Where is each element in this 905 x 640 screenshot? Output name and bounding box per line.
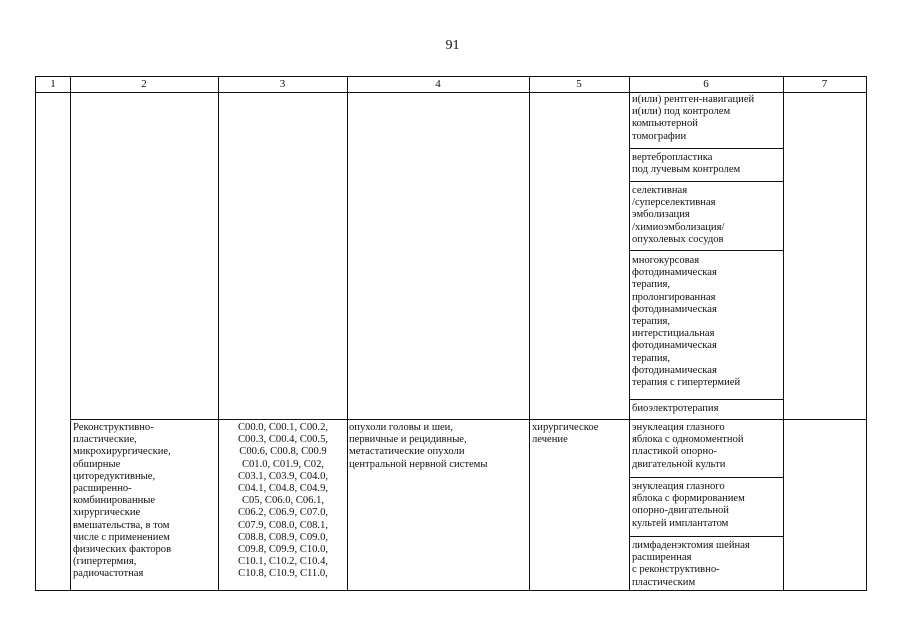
cell-divider	[629, 148, 783, 149]
method-cell: биоэлектротерапия	[632, 403, 719, 414]
column-divider	[629, 77, 630, 590]
method-cell: и(или) рентген-навигацией и(или) под контролем компьютерной томографии	[632, 94, 755, 142]
header-divider	[36, 92, 866, 93]
intervention-name-cell: Реконструктивно- пластические, микрохирургические, обширные циторедуктивные, расширенно- комбинированные хирургические вмешательства, в том числе с применением физических факторов (гипертермия, радиочастотная	[73, 422, 172, 580]
column-header-5: 5	[576, 78, 582, 90]
method-cell: лимфаденэктомия шейная расширенная с реконструктивно- пластическим	[632, 540, 750, 588]
method-cell: многокурсовая фотодинамическая терапия, пролонгированная фотодинамическая терапия, интерстициальная фотодинамическая терапия, фотодинамическая терапия с гипертермией	[632, 255, 741, 389]
method-cell: вертебропластика под лучевым контролем	[632, 152, 741, 176]
row-divider	[70, 419, 866, 420]
cell-divider	[629, 536, 783, 537]
column-header-6: 6	[703, 78, 709, 90]
diagnosis-codes-cell: C00.0, C00.1, C00.2, C00.3, C00.4, C00.5, C00.6, C00.8, C00.9 C01.0, C01.9, C02, C03.1, C03.9, C04.0, C04.1, C04.8, C04.9, C05, C06.0, C06.1, C06.2, C06.9, C07.0, C07.9, C08.0, C08.1, C08.8, C08.9, C09.0, C09.8, C09.9, C10.0, C10.1, C10.2, C10.4, C10.8, C10.9, C11.0,	[237, 422, 329, 580]
cell-divider	[629, 477, 783, 478]
medical-services-table	[35, 76, 867, 591]
column-header-1: 1	[50, 78, 56, 90]
cell-divider	[629, 399, 783, 400]
column-header-7: 7	[821, 78, 828, 90]
condition-cell: опухоли головы и шеи, первичные и рецидивные, метастатические опухоли центральной нервной системы	[349, 422, 488, 470]
column-divider	[70, 77, 71, 590]
column-header-2: 2	[141, 78, 147, 90]
method-cell: селективная /суперселективная эмболизация /химиоэмболизация/ опухолевых сосудов	[632, 185, 725, 245]
method-cell: энуклеация глазного яблока с одномоментной пластикой опорно- двигательной культи	[632, 422, 744, 470]
page-number: 91	[445, 38, 460, 53]
cell-divider	[629, 181, 783, 182]
cell-divider	[629, 250, 783, 251]
column-divider	[347, 77, 348, 590]
treatment-type-cell: хирургическое лечение	[532, 422, 599, 446]
method-cell: энуклеация глазного яблока с формированием опорно-двигательной культей имплантатом	[632, 481, 745, 529]
column-header-3: 3	[279, 78, 286, 90]
column-divider	[529, 77, 530, 590]
column-header-4: 4	[435, 78, 441, 90]
